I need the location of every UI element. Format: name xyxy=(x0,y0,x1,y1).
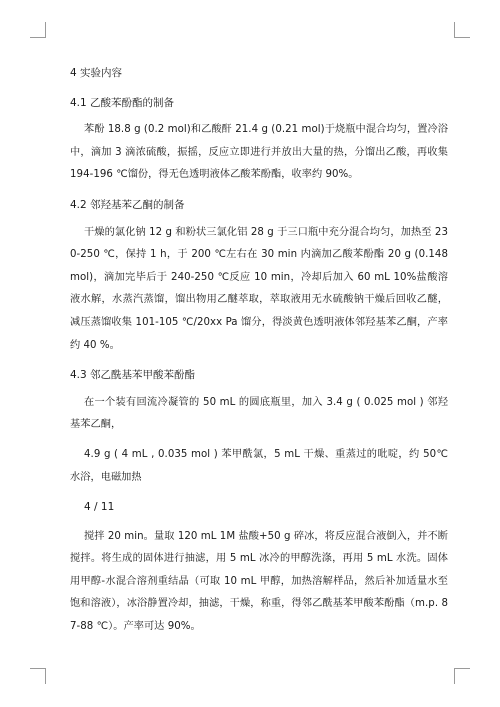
crop-mark-top-left-h xyxy=(30,37,46,38)
crop-mark-top-right-v xyxy=(454,22,455,38)
crop-mark-top-left-v xyxy=(45,22,46,38)
paragraph-4-2: 干燥的氯化钠 12 g 和粉状三氯化铝 28 g 于三口瓶中充分混合均匀，加热至 230-250 ℃，保持 1 h，于 200 ℃左右在 30 min 内滴加乙酸苯酚酯 20 g (0.148 mol)，滴加完毕后于 240-250 ℃反应 10 min，冷却后加入 60 mL 10%盐酸溶液水解，水蒸汽蒸馏，馏出物用乙醚萃取，萃取液用无水硫酸钠干燥后回收乙醚，减压蒸馏收集 101-105 ℃/20xx Pa 馏分，得淡黄色透明液体邻羟基苯乙酮，产率约 40 %。 xyxy=(70,226,448,351)
paragraph-4-3-part-2: 4.9 g ( 4 mL , 0.035 mol ) 苯甲酰氯，5 mL 干燥、重蒸过的吡啶，约 50℃水浴，电磁加热 xyxy=(70,448,448,483)
subsection-heading-4-1: 4.1 乙酸苯酚酯的制备 xyxy=(70,96,175,109)
paragraph-4-3-part-1: 在一个装有回流冷凝管的 50 mL 的圆底瓶里，加入 3.4 g ( 0.025 mol ) 邻羟基苯乙酮， xyxy=(70,396,448,431)
crop-mark-bottom-right-v xyxy=(454,668,455,684)
subsection-heading-4-3: 4.3 邻乙酰基苯甲酸苯酚酯 xyxy=(70,369,196,382)
crop-mark-bottom-left-v xyxy=(45,668,46,684)
subsection-heading-4-2: 4.2 邻羟基苯乙酮的制备 xyxy=(70,198,185,211)
paragraph-procedure: 搅拌 20 min。量取 120 mL 1M 盐酸+50 g 碎冰，将反应混合液倒入，并不断搅拌。将生成的固体进行抽滤，用 5 mL 冰冷的甲醇洗涤，再用 5 mL 水洗。固体用甲醇-水混合溶剂重结晶（可取 10 mL 甲醇，加热溶解样品，然后补加适量水至饱和溶液），冰浴静置冷却，抽滤，干燥，称重，得邻乙酰基苯甲酸苯酚酯（m.p. 87-88 ℃）。产率可达 90%。 xyxy=(70,530,448,633)
section-title: 4 实验内容 xyxy=(70,67,123,79)
crop-mark-top-right-h xyxy=(454,37,470,38)
page-number-marker: 4 / 11 xyxy=(84,501,115,514)
crop-mark-bottom-left-h xyxy=(30,668,46,669)
paragraph-4-1: 苯酚 18.8 g (0.2 mol)和乙酸酐 21.4 g (0.21 mol)于烧瓶中混合均匀，置冷浴中，滴加 3 滴浓硫酸，振摇，反应立即进行并放出大量的热，分馏出乙酸，再收集 194-196 ℃馏份，得无色透明液体乙酸苯酚酯，收率约 90%。 xyxy=(70,124,448,181)
document-content xyxy=(70,62,448,639)
crop-mark-bottom-right-h xyxy=(454,668,470,669)
